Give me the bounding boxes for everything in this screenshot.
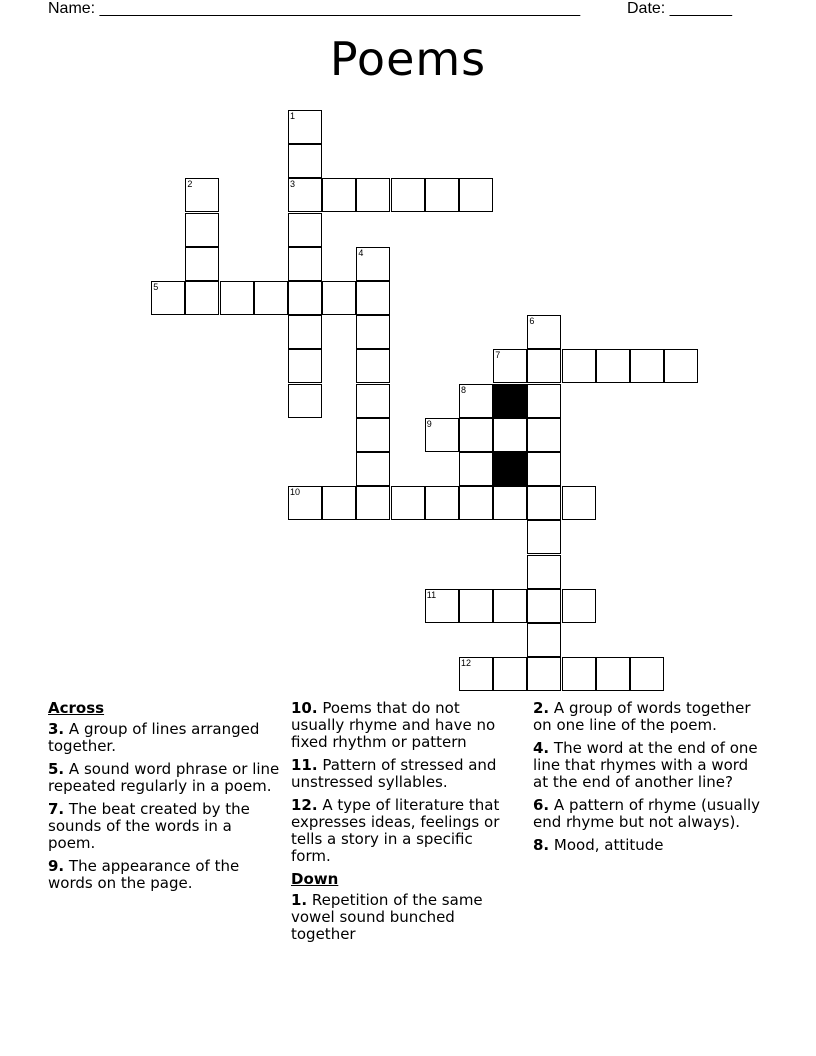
answer-cell[interactable] — [288, 178, 322, 212]
clue-number: 5 — [153, 282, 159, 292]
name-field-label: Name: ______________________________________________________ — [48, 0, 581, 17]
across-clue-11: 11. Pattern of stressed and unstressed syllables. — [291, 756, 497, 791]
answer-cell[interactable] — [356, 247, 390, 281]
down-heading: Down — [291, 870, 339, 888]
answer-cell[interactable] — [596, 349, 630, 383]
shaded-cell — [493, 452, 527, 486]
answer-cell[interactable] — [425, 589, 459, 623]
clue-column-3 — [533, 700, 768, 860]
answer-cell[interactable] — [425, 486, 459, 520]
answer-cell[interactable] — [322, 281, 356, 315]
clue-number: 2 — [187, 179, 193, 190]
answer-cell[interactable] — [459, 418, 493, 452]
answer-cell[interactable] — [459, 384, 493, 418]
answer-cell[interactable] — [527, 486, 561, 520]
answer-cell[interactable] — [288, 384, 322, 418]
answer-cell[interactable] — [459, 589, 493, 623]
answer-cell[interactable] — [562, 657, 596, 691]
clue-number: 10 — [290, 487, 301, 498]
answer-cell[interactable] — [185, 178, 219, 212]
answer-cell[interactable] — [322, 178, 356, 212]
across-heading: Across — [48, 699, 105, 717]
clue-column-2 — [291, 700, 516, 949]
answer-cell[interactable] — [356, 418, 390, 452]
answer-cell[interactable] — [185, 213, 219, 247]
date-field-label: Date: _______ — [627, 0, 732, 17]
answer-cell[interactable] — [288, 486, 322, 520]
clue-number: 4 — [358, 247, 364, 258]
answer-cell[interactable] — [562, 349, 596, 383]
answer-cell[interactable] — [356, 281, 390, 315]
answer-cell[interactable] — [288, 144, 322, 178]
clue-number: 8 — [461, 384, 467, 395]
answer-cell[interactable] — [288, 247, 322, 281]
answer-cell[interactable] — [425, 178, 459, 212]
across-clue-12: 12. A type of literature that expresses ideas, feelings or tells a story in a specific form. — [291, 796, 500, 865]
across-clue-5: 5. A sound word phrase or line repeated regularly in a poem. — [48, 760, 280, 795]
clue-number: 11 — [426, 589, 437, 600]
answer-cell[interactable] — [493, 349, 527, 383]
across-clue-9: 9. The appearance of the words on the page. — [48, 857, 240, 892]
clue-column-1 — [48, 700, 283, 898]
answer-cell[interactable] — [322, 486, 356, 520]
answer-cell[interactable] — [185, 281, 219, 315]
answer-cell[interactable] — [562, 486, 596, 520]
answer-cell[interactable] — [288, 281, 322, 315]
answer-cell[interactable] — [527, 349, 561, 383]
answer-cell[interactable] — [562, 589, 596, 623]
down-clue-1: 1. Repetition of the same vowel sound bunched together — [291, 891, 483, 943]
answer-cell[interactable] — [185, 247, 219, 281]
answer-cell[interactable] — [630, 657, 664, 691]
answer-cell[interactable] — [288, 349, 322, 383]
clue-number: 6 — [529, 316, 535, 327]
answer-cell[interactable] — [391, 486, 425, 520]
page-title: Poems — [329, 32, 487, 86]
answer-cell[interactable] — [459, 486, 493, 520]
answer-cell[interactable] — [356, 486, 390, 520]
answer-cell[interactable] — [664, 349, 698, 383]
answer-cell[interactable] — [527, 384, 561, 418]
answer-cell[interactable] — [356, 452, 390, 486]
answer-cell[interactable] — [630, 349, 664, 383]
answer-cell[interactable] — [527, 589, 561, 623]
clue-number: 3 — [290, 179, 296, 190]
across-clue-10: 10. Poems that do not usually rhyme and have no fixed rhythm or pattern — [291, 699, 496, 751]
answer-cell[interactable] — [254, 281, 288, 315]
clue-number: 9 — [426, 418, 432, 429]
answer-cell[interactable] — [391, 178, 425, 212]
answer-cell[interactable] — [527, 657, 561, 691]
clue-number: 12 — [461, 658, 472, 669]
answer-cell[interactable] — [527, 555, 561, 589]
answer-cell[interactable] — [356, 349, 390, 383]
answer-cell[interactable] — [288, 213, 322, 247]
answer-cell[interactable] — [493, 486, 527, 520]
answer-cell[interactable] — [596, 657, 630, 691]
down-clue-4: 4. The word at the end of one line that rhymes with a word at the end of another line? — [533, 739, 758, 791]
clue-number: 7 — [495, 350, 501, 361]
answer-cell[interactable] — [527, 520, 561, 554]
answer-cell[interactable] — [493, 657, 527, 691]
answer-cell[interactable] — [288, 315, 322, 349]
across-clue-3: 3. A group of lines arranged together. — [48, 720, 260, 755]
answer-cell[interactable] — [527, 315, 561, 349]
answer-cell[interactable] — [459, 178, 493, 212]
down-clue-2: 2. A group of words together on one line of the poem. — [533, 699, 751, 734]
answer-cell[interactable] — [220, 281, 254, 315]
answer-cell[interactable] — [356, 384, 390, 418]
answer-cell[interactable] — [527, 452, 561, 486]
answer-cell[interactable] — [288, 110, 322, 144]
answer-cell[interactable] — [493, 589, 527, 623]
answer-cell[interactable] — [151, 281, 185, 315]
answer-cell[interactable] — [493, 418, 527, 452]
down-clue-8: 8. Mood, attitude — [533, 836, 664, 854]
answer-cell[interactable] — [527, 418, 561, 452]
answer-cell[interactable] — [356, 315, 390, 349]
answer-cell[interactable] — [527, 623, 561, 657]
answer-cell[interactable] — [459, 657, 493, 691]
down-clue-6: 6. A pattern of rhyme (usually end rhyme but not always). — [533, 796, 761, 831]
answer-cell[interactable] — [459, 452, 493, 486]
clue-number: 1 — [290, 111, 296, 121]
answer-cell[interactable] — [356, 178, 390, 212]
across-clue-7: 7. The beat created by the sounds of the words in a poem. — [48, 800, 250, 852]
shaded-cell — [493, 384, 527, 418]
answer-cell[interactable] — [425, 418, 459, 452]
